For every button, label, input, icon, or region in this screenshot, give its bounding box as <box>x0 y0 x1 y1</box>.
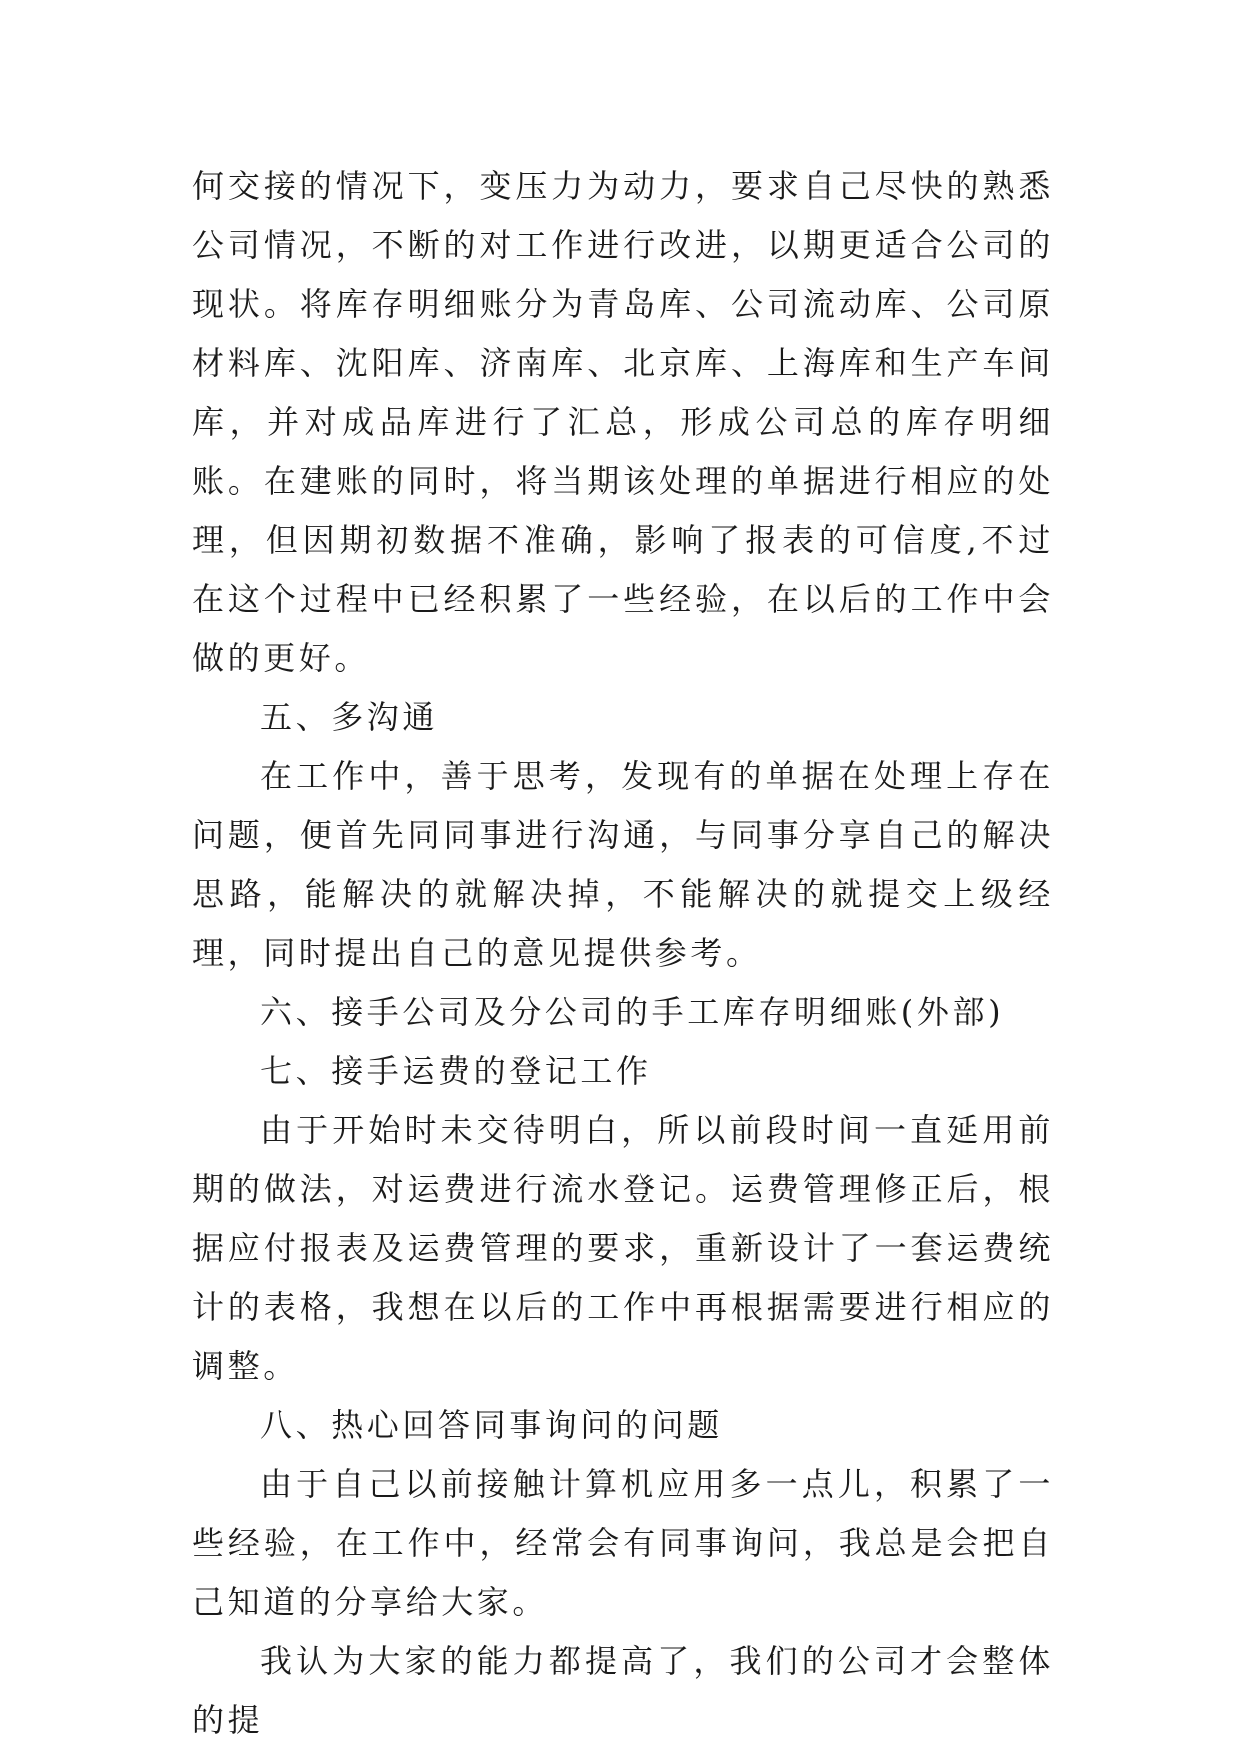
paragraph-communication: 在工作中，善于思考，发现有的单据在处理上存在问题，便首先同同事进行沟通，与同事分享自己的解决思路，能解决的就解决掉，不能解决的就提交上级经理，同时提出自己的意见提供参考。 <box>192 757 1054 972</box>
paragraph-freight: 由于开始时未交待明白，所以前段时间一直延用前期的做法，对运费进行流水登记。运费管理修正后，根据应付报表及运费管理的要求，重新设计了一套运费统计的表格，我想在以后的工作中再根据需要进行相应的调整。 <box>192 1111 1054 1385</box>
section-heading-communication: 五、多沟通 <box>260 698 439 736</box>
paragraph-conclusion: 我认为大家的能力都提高了，我们的公司才会整体的提 <box>192 1642 1054 1739</box>
section-heading-helping-colleagues: 八、热心回答同事询问的问题 <box>260 1406 723 1444</box>
paragraph-helping-colleagues: 由于自己以前接触计算机应用多一点儿，积累了一些经验，在工作中，经常会有同事询问，我总是会把自己知道的分享给大家。 <box>192 1465 1054 1621</box>
section-heading-freight: 七、接手运费的登记工作 <box>260 1052 652 1090</box>
paragraph-continuation: 何交接的情况下，变压力为动力，要求自己尽快的熟悉公司情况，不断的对工作进行改进，以期更适合公司的现状。将库存明细账分为青岛库、公司流动库、公司原材料库、沈阳库、济南库、北京库、上海库和生产车间库，并对成品库进行了汇总，形成公司总的库存明细账。在建账的同时，将当期该处理的单据进行相应的处理，但因期初数据不准确，影响了报表的可信度,不过在这个过程中已经积累了一些经验，在以后的工作中会做的更好。 <box>192 167 1054 677</box>
section-heading-manual-ledger: 六、接手公司及分公司的手工库存明细账(外部) <box>260 993 1005 1031</box>
document-body <box>192 157 1054 1750</box>
